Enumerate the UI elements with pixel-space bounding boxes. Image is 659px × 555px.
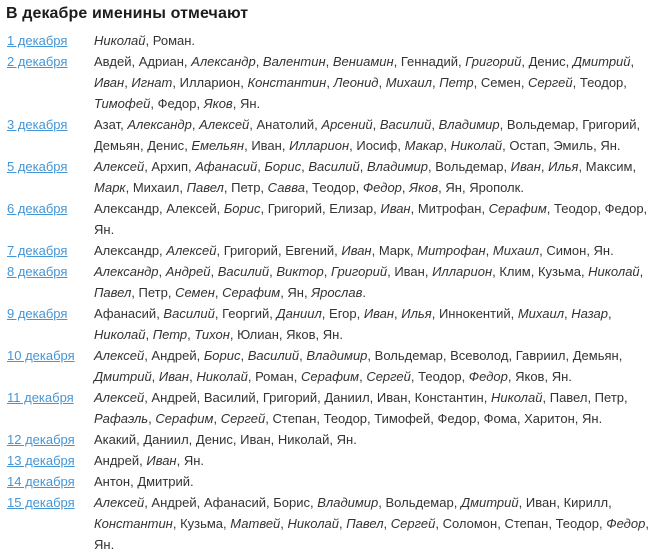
person-name: Алексей xyxy=(94,159,145,174)
person-name: Ян xyxy=(336,432,354,447)
person-name: Семен xyxy=(480,75,521,90)
date-cell xyxy=(5,471,94,492)
date-link[interactable]: 1 декабря xyxy=(7,33,68,48)
person-name: Александр xyxy=(94,243,160,258)
person-name: Валентин xyxy=(262,54,326,69)
person-name: Егор xyxy=(329,306,357,321)
person-name: Николай xyxy=(490,390,543,405)
person-name: Федор xyxy=(437,411,477,426)
person-name: Ян xyxy=(239,96,257,111)
person-name: Григорий xyxy=(582,117,637,132)
names-list: Александр, Алексей, Григорий, Евгений, Иван, Марк, Митрофан, Михаил, Симон, Ян. xyxy=(94,243,614,258)
date-link[interactable]: 14 декабря xyxy=(7,474,75,489)
person-name: Фома xyxy=(483,411,517,426)
person-name: Николай xyxy=(588,264,640,279)
date-cell xyxy=(5,240,94,261)
person-name: Петр xyxy=(439,75,474,90)
person-name: Теодор xyxy=(312,180,356,195)
person-name: Григорий xyxy=(465,54,522,69)
person-name: Борис xyxy=(203,348,241,363)
person-name: Иван xyxy=(341,243,372,258)
person-name: Василий xyxy=(203,390,256,405)
person-name: Степан xyxy=(504,516,549,531)
person-name: Гавриил xyxy=(515,348,566,363)
name-days-table xyxy=(5,30,653,555)
person-name: Григорий xyxy=(223,243,278,258)
names-list: Алексей, Архип, Афанасий, Борис, Василий, Владимир, Вольдемар, Иван, Илья, Максим, Марк, Михаил, Павел, Петр, Савва, Теодор, Федор, Яков, Ян, Ярополк. xyxy=(94,159,637,195)
date-cell xyxy=(5,429,94,450)
person-name: Серафим xyxy=(155,411,214,426)
table-row xyxy=(5,30,653,51)
person-name: Михаил xyxy=(385,75,432,90)
date-link[interactable]: 7 декабря xyxy=(7,243,68,258)
person-name: Архип xyxy=(151,159,188,174)
table-row xyxy=(5,114,653,156)
names-list: Алексей, Андрей, Борис, Василий, Владимир, Вольдемар, Всеволод, Гавриил, Демьян, Дмитрий, Иван, Николай, Роман, Серафим, Сергей, Теодор, Федор, Яков, Ян. xyxy=(94,348,623,384)
person-name: Алексей xyxy=(94,495,145,510)
person-name: Иван xyxy=(380,201,411,216)
person-name: Даниил xyxy=(324,390,370,405)
person-name: Василий xyxy=(379,117,432,132)
person-name: Теодор xyxy=(579,75,624,90)
person-name: Вольдемар xyxy=(385,495,454,510)
person-name: Федор xyxy=(468,369,508,384)
person-name: Алексей xyxy=(94,390,145,405)
names-list: Антон, Дмитрий. xyxy=(94,474,194,489)
person-name: Григорий xyxy=(330,264,388,279)
names-list: Андрей, Иван, Ян. xyxy=(94,453,205,468)
date-cell xyxy=(5,198,94,219)
person-name: Иван xyxy=(525,495,557,510)
person-name: Вениамин xyxy=(332,54,394,69)
names-list: Алексей, Андрей, Василий, Григорий, Даниил, Иван, Константин, Николай, Павел, Петр, Рафаэль, Серафим, Сергей, Степан, Теодор, Тимофей, Федор, Фома, Харитон, Ян. xyxy=(94,390,628,426)
table-row xyxy=(5,492,653,555)
person-name: Андрей xyxy=(151,348,197,363)
person-name: Иннокентий xyxy=(438,306,511,321)
person-name: Ян xyxy=(551,369,569,384)
date-cell xyxy=(5,492,94,513)
table-row xyxy=(5,198,653,240)
person-name: Яков xyxy=(203,96,233,111)
person-name: Илья xyxy=(548,159,579,174)
person-name: Демьян xyxy=(94,138,140,153)
table-row xyxy=(5,51,653,114)
person-name: Иван xyxy=(240,432,271,447)
person-name: Даниил xyxy=(276,306,322,321)
person-name: Адриан xyxy=(138,54,184,69)
person-name: Вольдемар xyxy=(435,159,504,174)
person-name: Марк xyxy=(94,180,126,195)
person-name: Илья xyxy=(401,306,432,321)
person-name: Ярополк xyxy=(469,180,521,195)
page-title: В декабре именины отмечают xyxy=(6,5,249,22)
person-name: Симон xyxy=(546,243,587,258)
date-link[interactable]: 3 декабря xyxy=(7,117,68,132)
person-name: Яков xyxy=(286,327,316,342)
person-name: Василий xyxy=(308,159,360,174)
person-name: Иосиф xyxy=(356,138,398,153)
person-name: Григорий xyxy=(262,390,318,405)
person-name: Ян xyxy=(287,285,304,300)
person-name: Федор xyxy=(362,180,402,195)
person-name: Ян xyxy=(322,327,340,342)
person-name: Павел xyxy=(549,390,588,405)
person-name: Серафим xyxy=(488,201,547,216)
person-name: Алексей xyxy=(166,243,217,258)
person-name: Савва xyxy=(267,180,305,195)
person-name: Константин xyxy=(247,75,327,90)
person-name: Петр xyxy=(231,180,261,195)
person-name: Иван xyxy=(510,159,541,174)
person-name: Максим xyxy=(585,159,633,174)
person-name: Илларион xyxy=(289,138,350,153)
names-list: Александр, Алексей, Борис, Григорий, Елизар, Иван, Митрофан, Серафим, Теодор, Федор, Ян. xyxy=(94,201,648,237)
date-cell xyxy=(5,30,94,51)
person-name: Роман xyxy=(255,369,294,384)
person-name: Андрей xyxy=(151,495,197,510)
person-name: Матвей xyxy=(230,516,281,531)
person-name: Ян xyxy=(593,243,611,258)
person-name: Даниил xyxy=(143,432,189,447)
person-name: Павел xyxy=(186,180,224,195)
person-name: Александр xyxy=(94,201,160,216)
person-name: Борис xyxy=(264,159,302,174)
person-name: Петр xyxy=(594,390,624,405)
person-name: Харитон xyxy=(524,411,575,426)
person-name: Иван xyxy=(251,138,282,153)
date-link[interactable]: 6 декабря xyxy=(7,201,68,216)
names-list: Александр, Андрей, Василий, Виктор, Григорий, Иван, Илларион, Клим, Кузьма, Николай, Павел, Петр, Семен, Серафим, Ян, Ярослав. xyxy=(94,264,644,300)
person-name: Георгий xyxy=(222,306,270,321)
person-name: Серафим xyxy=(300,369,360,384)
person-name: Марк xyxy=(378,243,410,258)
date-cell xyxy=(5,51,94,72)
table-row xyxy=(5,303,653,345)
names-list: Авдей, Адриан, Александр, Валентин, Вениамин, Геннадий, Григорий, Денис, Дмитрий, Иван, Игнат, Илларион, Константин, Леонид, Михаил, Петр, Семен, Сергей, Теодор, Тимофей, Федор, Яков, Ян. xyxy=(94,54,635,111)
person-name: Николай xyxy=(277,432,330,447)
date-cell xyxy=(5,450,94,471)
person-name: Теодор xyxy=(323,411,368,426)
person-name: Анатолий xyxy=(256,117,315,132)
date-link[interactable]: 8 декабря xyxy=(7,264,68,279)
date-cell xyxy=(5,345,94,366)
person-name: Виктор xyxy=(276,264,324,279)
person-name: Василий xyxy=(163,306,215,321)
person-name: Владимир xyxy=(317,495,379,510)
person-name: Афанасий xyxy=(94,306,157,321)
date-link[interactable]: 9 декабря xyxy=(7,306,68,321)
date-link[interactable]: 11 декабря xyxy=(7,390,74,405)
person-name: Митрофан xyxy=(417,243,486,258)
person-name: Константин xyxy=(414,390,484,405)
person-name: Петр xyxy=(138,285,168,300)
person-name: Геннадий xyxy=(400,54,458,69)
table-row xyxy=(5,450,653,471)
person-name: Демьян xyxy=(572,348,619,363)
person-name: Николай xyxy=(196,369,248,384)
person-name: Владимир xyxy=(306,348,368,363)
person-name: Степан xyxy=(272,411,317,426)
person-name: Тимофей xyxy=(374,411,431,426)
person-name: Афанасий xyxy=(203,495,267,510)
person-name: Александр xyxy=(94,264,159,279)
date-cell xyxy=(5,387,94,408)
person-name: Борис xyxy=(273,495,311,510)
person-name: Алексей xyxy=(94,348,145,363)
date-cell xyxy=(5,114,94,135)
person-name: Теодор xyxy=(555,516,599,531)
person-name: Серафим xyxy=(222,285,281,300)
person-name: Игнат xyxy=(131,75,173,90)
person-name: Михаил xyxy=(492,243,540,258)
person-name: Ярослав xyxy=(311,285,363,300)
person-name: Константин xyxy=(94,516,173,531)
person-name: Остап xyxy=(509,138,547,153)
table-row xyxy=(5,345,653,387)
person-name: Николай xyxy=(287,516,340,531)
person-name: Сергей xyxy=(528,75,573,90)
names-list: Акакий, Даниил, Денис, Иван, Николай, Ян. xyxy=(94,432,357,447)
date-link[interactable]: 13 декабря xyxy=(7,453,75,468)
person-name: Акакий xyxy=(94,432,137,447)
person-name: Всеволод xyxy=(450,348,509,363)
person-name: Ян xyxy=(94,222,111,237)
date-link[interactable]: 15 декабря xyxy=(7,495,75,510)
person-name: Иван xyxy=(158,369,190,384)
person-name: Федор xyxy=(606,516,646,531)
person-name: Дмитрий xyxy=(94,369,152,384)
person-name: Александр xyxy=(191,54,256,69)
person-name: Александр xyxy=(127,117,192,132)
person-name: Тимофей xyxy=(94,96,151,111)
person-name: Владимир xyxy=(366,159,429,174)
person-name: Макар xyxy=(404,138,444,153)
person-name: Ян xyxy=(600,138,617,153)
person-name: Кузьма xyxy=(537,264,581,279)
person-name: Илларион xyxy=(179,75,241,90)
person-name: Юлиан xyxy=(237,327,279,342)
person-name: Дмитрий xyxy=(572,54,631,69)
person-name: Федор xyxy=(157,96,197,111)
person-name: Андрей xyxy=(94,453,140,468)
table-row xyxy=(5,429,653,450)
person-name: Николай xyxy=(94,33,146,48)
person-name: Денис xyxy=(147,138,185,153)
person-name: Андрей xyxy=(165,264,211,279)
person-name: Клим xyxy=(499,264,531,279)
date-link[interactable]: 5 декабря xyxy=(7,159,68,174)
person-name: Дмитрий xyxy=(460,495,519,510)
person-name: Павел xyxy=(94,285,132,300)
person-name: Авдей xyxy=(94,54,132,69)
names-list: Николай, Роман. xyxy=(94,33,196,48)
person-name: Кузьма xyxy=(180,516,224,531)
names-list: Алексей, Андрей, Афанасий, Борис, Владимир, Вольдемар, Дмитрий, Иван, Кирилл, Константин, Кузьма, Матвей, Николай, Павел, Сергей, Соломон, Степан, Теодор, Федор, Ян. xyxy=(94,495,649,552)
person-name: Теодор xyxy=(418,369,462,384)
person-name: Арсений xyxy=(321,117,373,132)
person-name: Митрофан xyxy=(417,201,482,216)
person-name: Роман xyxy=(152,33,192,48)
person-name: Кирилл xyxy=(563,495,609,510)
person-name: Николай xyxy=(450,138,503,153)
person-name: Емельян xyxy=(191,138,245,153)
person-name: Владимир xyxy=(438,117,500,132)
person-name: Петр xyxy=(152,327,188,342)
person-name: Михаил xyxy=(517,306,565,321)
person-name: Михаил xyxy=(132,180,180,195)
person-name: Евгений xyxy=(285,243,335,258)
person-name: Яков xyxy=(409,180,439,195)
date-cell xyxy=(5,156,94,177)
person-name: Вольдемар xyxy=(374,348,443,363)
person-name: Ян xyxy=(183,453,201,468)
names-list: Азат, Александр, Алексей, Анатолий, Арсений, Василий, Владимир, Вольдемар, Григорий, Демьян, Денис, Емельян, Иван, Илларион, Иосиф, Макар, Николай, Остап, Эмиль, Ян. xyxy=(94,117,641,153)
person-name: Семен xyxy=(175,285,215,300)
person-name: Иван xyxy=(146,453,177,468)
date-cell xyxy=(5,303,94,324)
person-name: Вольдемар xyxy=(506,117,576,132)
person-name: Денис xyxy=(528,54,566,69)
person-name: Ян xyxy=(94,537,111,552)
person-name: Сергей xyxy=(390,516,436,531)
date-link[interactable]: 10 декабря xyxy=(7,348,75,363)
person-name: Соломон xyxy=(442,516,498,531)
person-name: Ян xyxy=(582,411,599,426)
person-name: Сергей xyxy=(220,411,266,426)
person-name: Леонид xyxy=(333,75,379,90)
person-name: Афанасий xyxy=(195,159,258,174)
person-name: Эмиль xyxy=(553,138,594,153)
person-name: Иван xyxy=(376,390,408,405)
person-name: Андрей xyxy=(151,390,197,405)
date-link[interactable]: 12 декабря xyxy=(7,432,75,447)
person-name: Назар xyxy=(571,306,608,321)
person-name: Борис xyxy=(223,201,261,216)
person-name: Рафаэль xyxy=(94,411,149,426)
table-row xyxy=(5,240,653,261)
person-name: Илларион xyxy=(432,264,493,279)
person-name: Алексей xyxy=(199,117,250,132)
person-name: Денис xyxy=(195,432,233,447)
person-name: Иван xyxy=(394,264,425,279)
person-name: Иван xyxy=(94,75,125,90)
person-name: Азат xyxy=(94,117,121,132)
person-name: Василий xyxy=(217,264,270,279)
person-name: Елизар xyxy=(329,201,374,216)
person-name: Алексей xyxy=(166,201,217,216)
person-name: Тихон xyxy=(194,327,230,342)
person-name: Ян xyxy=(445,180,462,195)
table-row xyxy=(5,156,653,198)
person-name: Теодор xyxy=(554,201,598,216)
table-row xyxy=(5,387,653,429)
table-row xyxy=(5,471,653,492)
person-name: Павел xyxy=(346,516,384,531)
date-cell xyxy=(5,261,94,282)
person-name: Григорий xyxy=(267,201,322,216)
person-name: Сергей xyxy=(366,369,411,384)
person-name: Дмитрий xyxy=(137,474,191,489)
person-name: Яков xyxy=(515,369,545,384)
names-list: Афанасий, Василий, Георгий, Даниил, Егор, Иван, Илья, Иннокентий, Михаил, Назар, Николай, Петр, Тихон, Юлиан, Яков, Ян. xyxy=(94,306,612,342)
table-row xyxy=(5,261,653,303)
person-name: Федор xyxy=(604,201,644,216)
person-name: Антон xyxy=(94,474,131,489)
date-link[interactable]: 2 декабря xyxy=(7,54,68,69)
person-name: Иван xyxy=(363,306,395,321)
person-name: Василий xyxy=(247,348,300,363)
person-name: Николай xyxy=(94,327,146,342)
